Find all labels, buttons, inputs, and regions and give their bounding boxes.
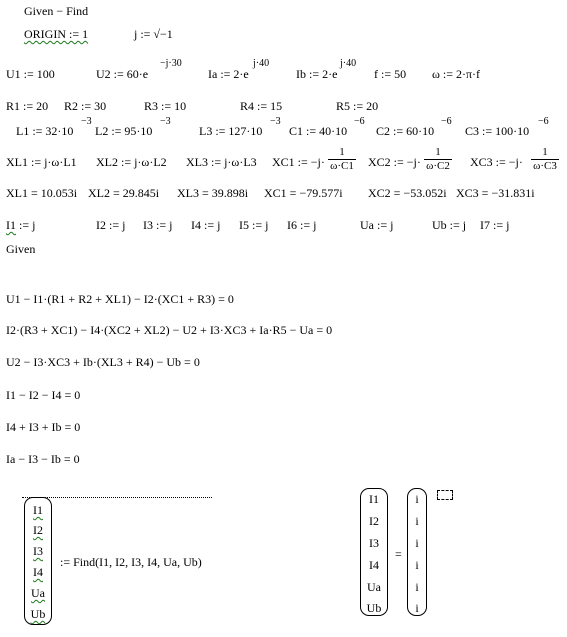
- find-vector-cell: Ua: [31, 586, 45, 600]
- u1-definition[interactable]: U1 := 100: [6, 67, 55, 81]
- xl3-result: XL3 = 39.898i: [177, 186, 249, 200]
- given-label: Given: [6, 242, 36, 256]
- c2-exponent: −6: [441, 116, 452, 127]
- equation-1[interactable]: U1 − I1·(R1 + R2 + XL1) − I2·(XC1 + R3) = 0: [6, 292, 234, 306]
- ia-definition[interactable]: Ia := 2·e: [208, 67, 249, 81]
- find-vector-cell: I3: [33, 544, 43, 558]
- c1-exponent: −6: [354, 116, 365, 127]
- i4-guess[interactable]: I4 := j: [191, 218, 221, 232]
- c3-exponent: −6: [538, 116, 549, 127]
- xc3-denominator: ω·C3: [533, 160, 557, 172]
- result-label-cell: Ub: [366, 601, 382, 615]
- xc2-numerator: 1: [435, 146, 441, 158]
- ub-guess[interactable]: Ub := j: [432, 218, 467, 232]
- xc3-numerator: 1: [542, 146, 548, 158]
- c2-definition[interactable]: C2 := 60·10: [376, 124, 435, 138]
- xc1-numerator: 1: [339, 146, 345, 158]
- l2-definition[interactable]: L2 := 95·10: [95, 124, 153, 138]
- xc2-fraction: [424, 147, 452, 172]
- i2-guess[interactable]: I2 := j: [96, 218, 126, 232]
- i3-guess[interactable]: I3 := j: [143, 218, 173, 232]
- u2-exponent: −j·30: [160, 58, 182, 69]
- j-definition[interactable]: j := √−1: [134, 27, 173, 41]
- l1-definition[interactable]: L1 := 32·10: [16, 124, 74, 138]
- find-vector-cell: Ub: [30, 607, 46, 621]
- i5-guess[interactable]: I5 := j: [239, 218, 269, 232]
- l1-exponent: −3: [81, 116, 92, 127]
- find-vector[interactable]: [24, 497, 52, 625]
- xc3-result: XC3 = −31.831i: [456, 186, 535, 200]
- i1-guess-name: I1: [6, 218, 16, 232]
- result-values-bracket: [407, 488, 427, 616]
- result-value-cell: i: [415, 580, 419, 594]
- f-definition[interactable]: f := 50: [374, 67, 407, 81]
- i1-guess[interactable]: [6, 218, 35, 232]
- xc3-fraction: [531, 147, 559, 172]
- xc2-definition[interactable]: XC2 := −j·: [368, 155, 421, 169]
- equation-2[interactable]: I2·(R3 + XC1) − I4·(XC2 + XL2) − U2 + I3·XC3 + Ia·R5 − Ua = 0: [6, 323, 333, 337]
- xc1-definition[interactable]: XC1 := −j·: [272, 155, 325, 169]
- l3-exponent: −3: [270, 116, 281, 127]
- xc1-denominator: ω·C1: [330, 160, 354, 172]
- result-value-cell: i: [415, 492, 419, 506]
- find-vector-cell: I4: [33, 565, 43, 579]
- result-values-vector: [407, 488, 427, 616]
- u2-definition[interactable]: U2 := 60·e: [96, 67, 149, 81]
- result-label-cell: I2: [369, 514, 379, 528]
- xl1-result: XL1 = 10.053i: [6, 186, 78, 200]
- c3-definition[interactable]: C3 := 100·10: [465, 124, 530, 138]
- r1-definition[interactable]: R1 := 20: [6, 99, 49, 113]
- result-label-cell: I3: [369, 536, 379, 550]
- l2-exponent: −3: [160, 116, 171, 127]
- xc2-denominator: ω·C2: [426, 160, 450, 172]
- result-label-cell: Ua: [367, 580, 381, 594]
- equation-4[interactable]: I1 − I2 − I4 = 0: [6, 388, 81, 402]
- xl1-definition[interactable]: XL1 := j·ω·L1: [6, 155, 77, 169]
- xl2-definition[interactable]: XL2 := j·ω·L2: [96, 155, 167, 169]
- r3-definition[interactable]: R3 := 10: [144, 99, 187, 113]
- unit-placeholder[interactable]: [437, 490, 453, 500]
- xc1-fraction: [328, 147, 356, 172]
- result-value-cell: i: [415, 558, 419, 572]
- ua-guess[interactable]: Ua := j: [360, 218, 394, 232]
- xc1-result: XC1 = −79.577i: [264, 186, 343, 200]
- origin-definition[interactable]: ORIGIN := 1: [24, 27, 89, 41]
- xl3-definition[interactable]: XL3 := j·ω·L3: [186, 155, 257, 169]
- i7-guess[interactable]: I7 := j: [480, 218, 510, 232]
- ib-definition[interactable]: Ib := 2·e: [296, 67, 338, 81]
- result-labels-vector[interactable]: [360, 488, 388, 616]
- worksheet-title: Given − Find: [24, 4, 89, 18]
- find-vector-cell: I1: [33, 503, 43, 517]
- r5-definition[interactable]: R5 := 20: [336, 99, 379, 113]
- omega-definition[interactable]: ω := 2·π·f: [432, 67, 481, 81]
- result-labels-bracket: [360, 488, 388, 616]
- result-label-cell: I4: [369, 558, 379, 572]
- result-label-cell: I1: [369, 492, 379, 506]
- c1-definition[interactable]: C1 := 40·10: [289, 124, 348, 138]
- result-value-cell: i: [415, 601, 419, 615]
- l3-definition[interactable]: L3 := 127·10: [199, 124, 263, 138]
- ia-exponent: j·40: [253, 58, 270, 69]
- xc2-result: XC2 = −53.052i: [368, 186, 447, 200]
- result-value-cell: i: [415, 536, 419, 550]
- find-vector-cell: I2: [33, 523, 43, 537]
- equation-3[interactable]: U2 − I3·XC3 + Ib·(XL3 + R4) − Ub = 0: [6, 355, 200, 369]
- find-call[interactable]: := Find(I1, I2, I3, I4, Ua, Ub): [60, 555, 202, 569]
- r2-definition[interactable]: R2 := 30: [64, 99, 107, 113]
- result-equals: =: [395, 547, 402, 561]
- r4-definition[interactable]: R4 := 15: [240, 99, 283, 113]
- xl2-result: XL2 = 29.845i: [88, 186, 160, 200]
- i1-guess-value: := j: [16, 218, 36, 232]
- ib-exponent: j·40: [340, 58, 357, 69]
- result-value-cell: i: [415, 514, 419, 528]
- i6-guess[interactable]: I6 := j: [287, 218, 317, 232]
- equation-5[interactable]: I4 + I3 + Ib = 0: [6, 420, 81, 434]
- xc3-definition[interactable]: XC3 := −j·: [470, 155, 523, 169]
- equation-6[interactable]: Ia − I3 − Ib = 0: [6, 452, 80, 466]
